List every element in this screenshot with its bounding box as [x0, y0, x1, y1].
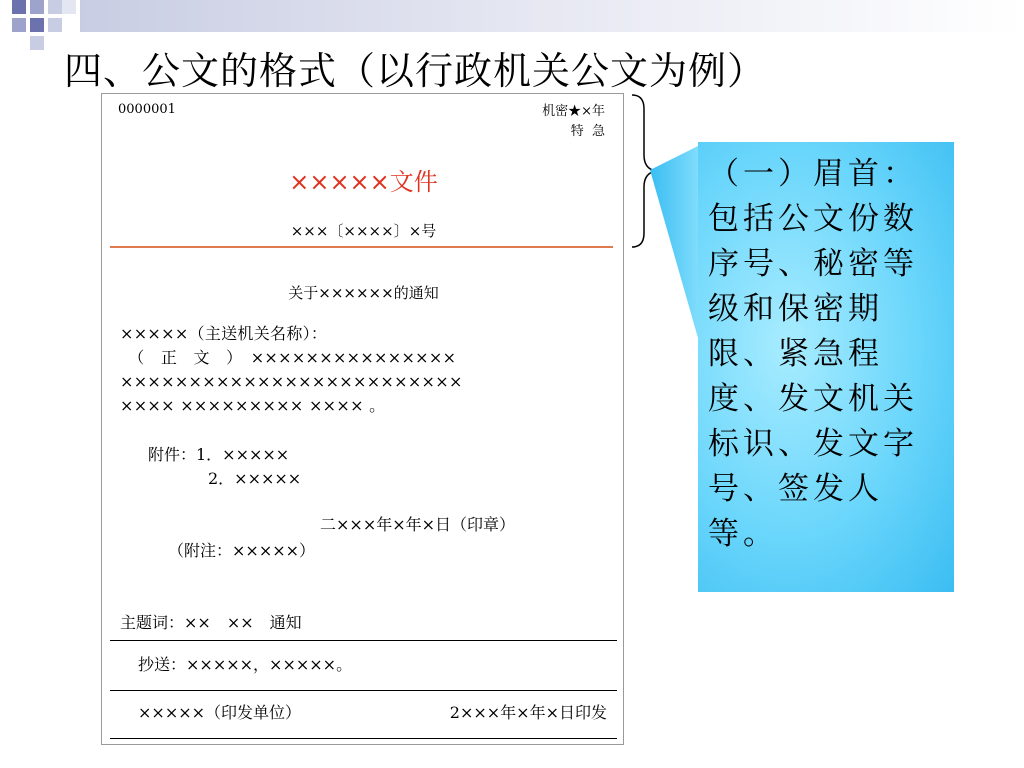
print-date: 2×××年×年×日印发 — [449, 703, 607, 722]
document-subject: 关于××××××的通知 — [288, 284, 439, 302]
callout-box — [698, 142, 954, 592]
urgency-level: 特 急 — [570, 124, 605, 139]
note: （附注：×××××） — [168, 541, 316, 560]
document-body — [120, 322, 463, 418]
body-line: ×××× ××××××××× ×××× 。 — [120, 396, 386, 415]
document-number: ×××〔××××〕×号 — [290, 222, 437, 240]
attachment-2: 2．××××× — [208, 469, 302, 488]
slide-title: 四、公文的格式（以行政机关公文为例） — [64, 49, 767, 93]
red-separator-line — [110, 246, 613, 248]
divider-line — [110, 738, 617, 739]
document-template — [101, 93, 624, 745]
printing-unit: ×××××（印发单位） — [138, 703, 302, 722]
cc-list: 抄送：×××××，×××××。 — [138, 655, 353, 674]
secret-urgency-block — [542, 102, 605, 142]
body-line: ×××××（主送机关名称）： — [120, 324, 328, 343]
serial-number: 0000001 — [118, 102, 176, 117]
date-seal: 二×××年×年×日（印章） — [320, 515, 516, 534]
secret-level: 机密★×年 — [542, 104, 605, 119]
callout-text: （一）眉首：包括公文份数序号、秘密等级和保密期限、紧急程度、发文机关标识、发文字号、签发人等。 — [708, 156, 918, 552]
attachment-1: 附件：1．××××× — [148, 445, 290, 464]
divider-line — [110, 690, 617, 691]
header-gradient-bar — [80, 0, 1024, 32]
divider-line — [110, 640, 617, 641]
body-line: ××××××××××××××××××××××××× — [120, 372, 463, 391]
issuer-mark: ×××××文件 — [289, 168, 438, 196]
keywords: 主题词：×× ×× 通知 — [120, 613, 302, 632]
body-line: （ 正 文 ） ××××××××××××××× — [120, 348, 457, 367]
